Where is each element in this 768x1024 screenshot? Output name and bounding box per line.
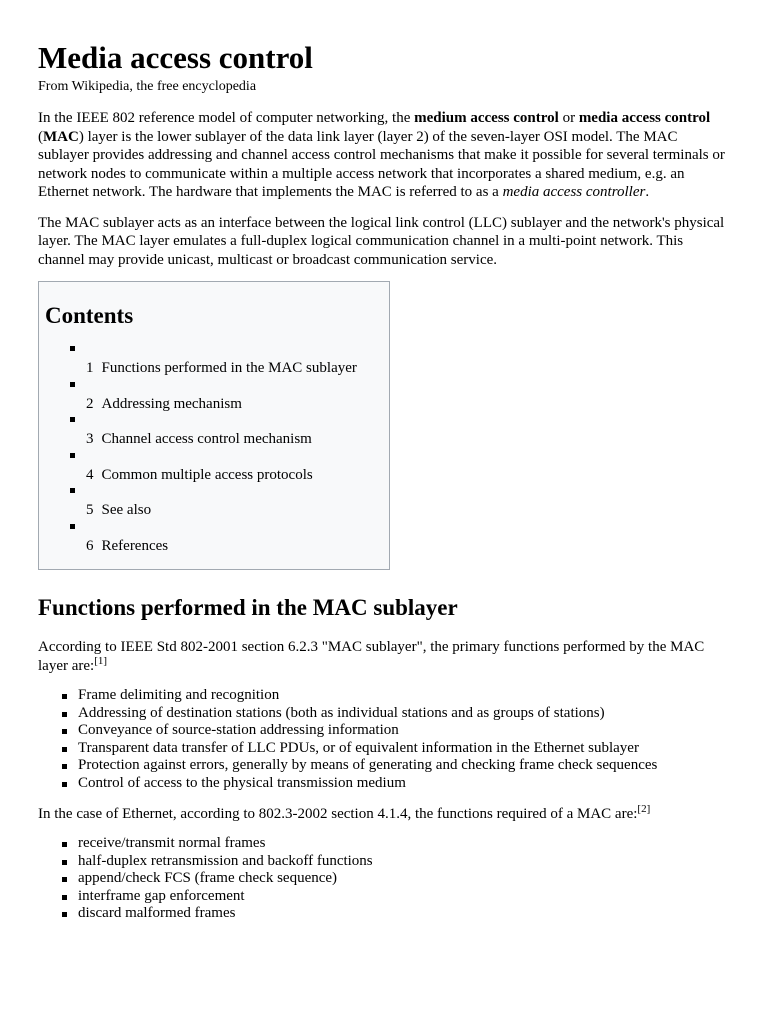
- toc-item[interactable]: [45, 413, 383, 449]
- page-title: Media access control: [38, 40, 313, 75]
- tagline: From Wikipedia, the free encyclopedia: [38, 79, 257, 94]
- list-item: half-duplex retransmission and backoff functions: [38, 853, 730, 871]
- intro-text: In the IEEE 802 reference model of computer networking, the: [38, 110, 415, 126]
- intro-paragraph-2: The MAC sublayer acts as an interface between the logical link control (LLC) sublayer and the network's physical layer. The MAC layer emulates a full-duplex logical communication channel in a multi-point network. This channel may provide unicast, multicast or broadcast communication service.: [38, 214, 725, 268]
- reference-link[interactable]: [2]: [637, 802, 651, 815]
- toc-number: 3: [86, 431, 94, 447]
- functions-paragraph-1: [38, 638, 730, 675]
- list-item: Frame delimiting and recognition: [38, 687, 730, 705]
- toc-item[interactable]: [45, 484, 383, 520]
- intro-text: ) layer is the lower sublayer of the data link layer (layer 2) of the seven-layer OSI model. The MAC sublayer provides addressing and channel access control mechanisms that make it possible for several terminals or network nodes to communicate within a multiple access network that incorporates a shared medium, e.g. an Ethernet network. The hardware that implements the MAC is referred to as a: [38, 128, 725, 200]
- functions-list-ethernet: [38, 835, 730, 923]
- toc-item[interactable]: [45, 342, 383, 378]
- toc-item[interactable]: [45, 378, 383, 414]
- toc-item[interactable]: [45, 520, 383, 556]
- toc-number: 5: [86, 502, 94, 518]
- list-item: Protection against errors, generally by means of generating and checking frame check sequences: [38, 757, 730, 775]
- list-item: Conveyance of source-station addressing information: [38, 722, 730, 740]
- reference-link[interactable]: [1]: [94, 654, 108, 667]
- term-media-access-control: media access control: [578, 110, 711, 126]
- term-media-access-controller: media access controller: [502, 184, 646, 200]
- intro-text: .: [645, 184, 650, 200]
- list-item: Addressing of destination stations (both as individual stations and as groups of stations): [38, 705, 730, 723]
- paragraph-text: In the case of Ethernet, according to 802.3-2002 section 4.1.4, the functions required of a MAC are:: [38, 805, 638, 822]
- table-of-contents: [38, 281, 390, 570]
- toc-number: 6: [86, 537, 94, 554]
- toc-list: [45, 342, 383, 555]
- intro-paragraph-1: [38, 109, 730, 202]
- paragraph-text: According to IEEE Std 802-2001 section 6.2.3 "MAC sublayer", the primary functions performed by the MAC layer are:: [38, 639, 705, 674]
- list-item: append/check FCS (frame check sequence): [38, 870, 730, 888]
- term-medium-access-control: medium access control: [414, 110, 559, 126]
- toc-number: 2: [86, 395, 94, 412]
- toc-number: 1: [86, 360, 94, 376]
- toc-label: Common multiple access protocols: [101, 466, 313, 483]
- toc-label: Channel access control mechanism: [101, 431, 312, 447]
- toc-label: References: [101, 537, 169, 554]
- toc-number: 4: [86, 466, 94, 483]
- section-heading-functions: Functions performed in the MAC sublayer: [38, 595, 458, 620]
- list-item: Transparent data transfer of LLC PDUs, or of equivalent information in the Ethernet sublayer: [38, 740, 730, 758]
- list-item: receive/transmit normal frames: [38, 835, 730, 853]
- toc-label: Functions performed in the MAC sublayer: [101, 360, 357, 376]
- list-item: interframe gap enforcement: [38, 888, 730, 906]
- term-mac: MAC: [43, 128, 79, 145]
- list-item: Control of access to the physical transmission medium: [38, 775, 730, 793]
- intro-text: (: [38, 128, 43, 145]
- toc-item[interactable]: [45, 449, 383, 485]
- toc-label: Addressing mechanism: [101, 395, 242, 412]
- toc-title: Contents: [45, 303, 134, 328]
- functions-list-ieee: [38, 687, 730, 793]
- list-item: discard malformed frames: [38, 905, 730, 923]
- functions-paragraph-2: [38, 802, 730, 824]
- toc-label: See also: [101, 502, 152, 518]
- intro-text: or: [558, 110, 579, 126]
